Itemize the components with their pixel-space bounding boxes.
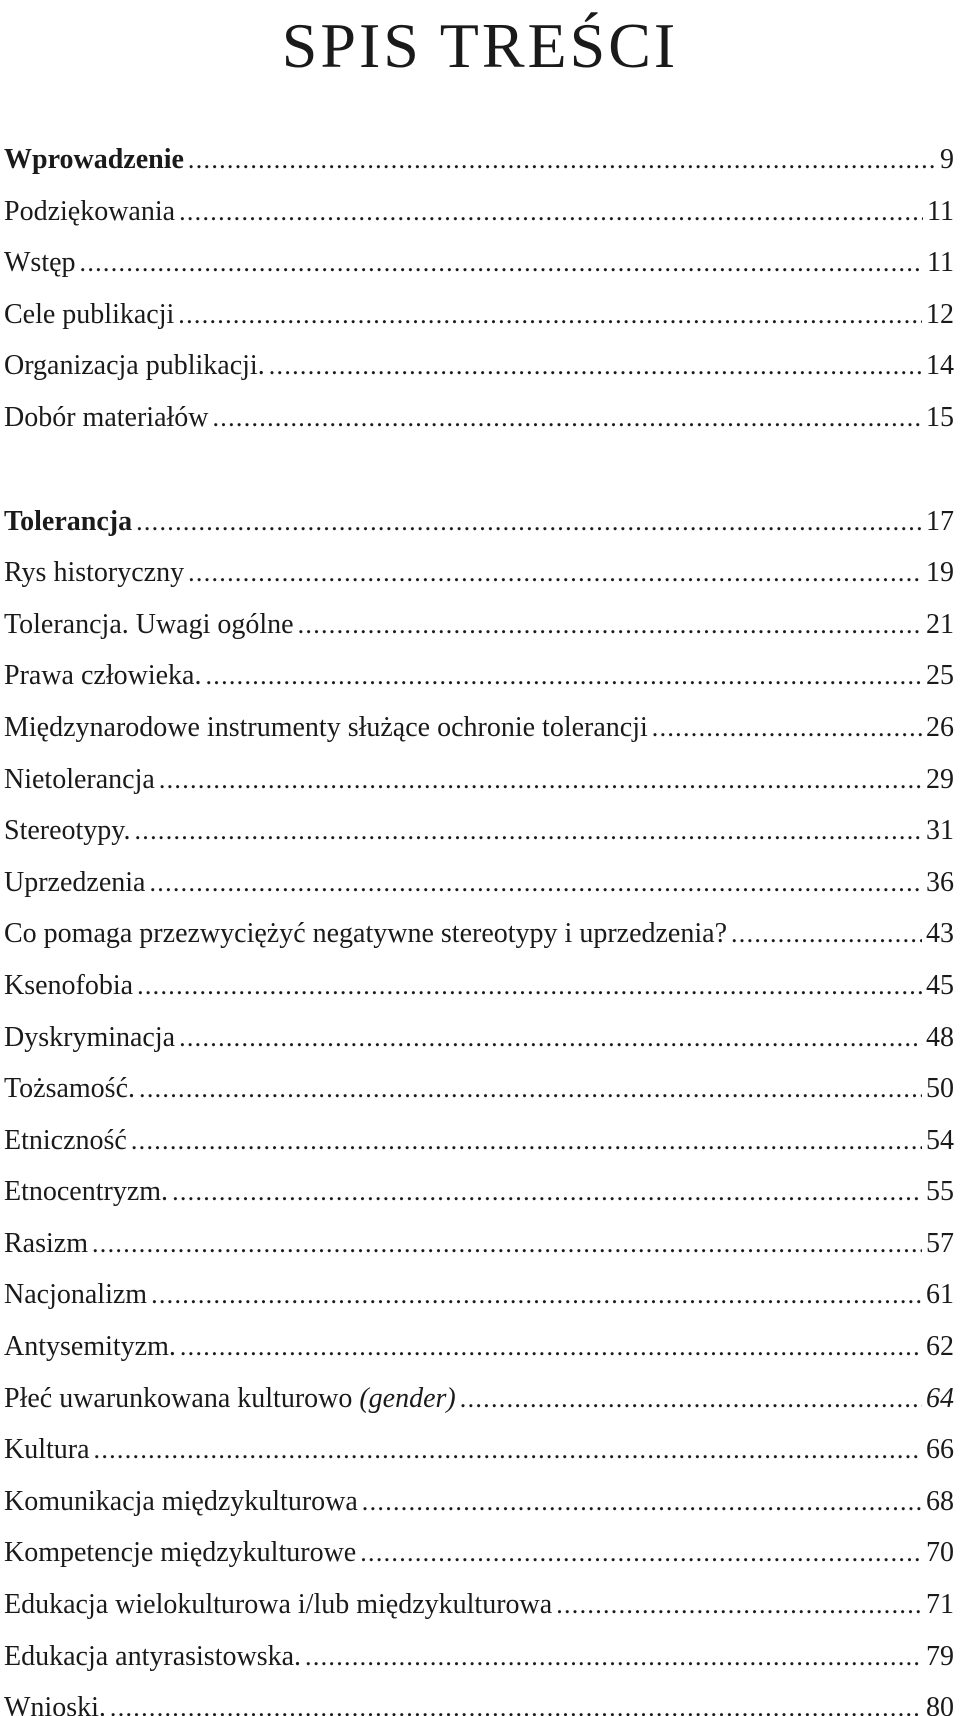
toc-entry-label xyxy=(4,960,133,1012)
toc-entry-label xyxy=(4,1476,358,1528)
dot-leader xyxy=(652,702,922,754)
toc-entry-label xyxy=(4,1373,456,1425)
toc-entry-label xyxy=(4,1166,168,1218)
toc-entry[interactable] xyxy=(4,1269,954,1321)
dot-leader xyxy=(137,960,922,1012)
toc-entry-label xyxy=(4,340,265,392)
toc-entry-page-number: 15 xyxy=(926,401,954,433)
dot-leader xyxy=(269,340,922,392)
toc-entry-label xyxy=(4,1527,356,1579)
toc-entry-label-text: Antysemityzm. xyxy=(4,1331,176,1363)
dot-leader xyxy=(136,496,922,548)
toc-entry-label xyxy=(4,1012,175,1064)
dot-leader xyxy=(188,547,922,599)
toc-entry[interactable] xyxy=(4,1115,954,1167)
toc-entry-label-text: Cele publikacji xyxy=(4,298,175,330)
toc-entry-label xyxy=(4,1115,127,1167)
toc-entry[interactable] xyxy=(4,1166,954,1218)
toc-entry[interactable] xyxy=(4,186,954,238)
toc-entry-label-text: Prawa człowieka. xyxy=(4,660,202,692)
toc-entry-label xyxy=(4,392,209,444)
toc-entry[interactable] xyxy=(4,340,954,392)
dot-leader xyxy=(149,857,922,909)
dot-leader xyxy=(179,186,923,238)
toc-entry-label-text: Dobór materiałów xyxy=(4,401,209,433)
toc-entry-page-number: 9 xyxy=(940,144,954,175)
dot-leader xyxy=(305,1631,922,1683)
dot-leader xyxy=(80,237,924,289)
toc-entry-label-text: Uprzedzenia xyxy=(4,866,146,898)
toc-entry[interactable] xyxy=(4,960,954,1012)
toc-entry-page-number: 19 xyxy=(926,557,954,589)
toc-entry[interactable] xyxy=(4,1063,954,1115)
toc-entry-label-text: Tożsamość. xyxy=(4,1073,136,1105)
toc-entry[interactable] xyxy=(4,908,954,960)
toc-entry-label-text: Edukacja antyrasistowska. xyxy=(4,1640,302,1672)
toc-entry-label-italic: (gender) xyxy=(359,1382,456,1414)
toc-entry-label-text: Co pomaga przezwyciężyć negatywne stereotypy i uprzedzenia? xyxy=(4,918,727,950)
toc-entry[interactable] xyxy=(4,1476,954,1528)
toc-entry-page-number: 54 xyxy=(926,1124,954,1156)
dot-leader xyxy=(188,134,936,186)
toc-entry-page-number: 48 xyxy=(926,1021,954,1053)
dot-leader xyxy=(205,650,922,702)
toc-entry[interactable] xyxy=(4,289,954,341)
toc-section xyxy=(4,134,954,444)
dot-leader xyxy=(298,599,922,651)
toc-entry-page-number: 11 xyxy=(927,195,954,227)
toc-entry-page-number: 71 xyxy=(926,1589,954,1621)
dot-leader xyxy=(731,908,922,960)
toc-entry-page-number: 36 xyxy=(926,866,954,898)
toc-entry-page-number: 26 xyxy=(926,711,954,743)
toc-entry[interactable] xyxy=(4,237,954,289)
toc-entry-label-text: Tolerancja xyxy=(4,505,133,537)
toc-entry[interactable] xyxy=(4,702,954,754)
dot-leader xyxy=(213,392,923,444)
dot-leader xyxy=(135,805,923,857)
toc-entry-page-number: 21 xyxy=(926,608,954,640)
toc-entry[interactable] xyxy=(4,1321,954,1373)
toc-entry-page-number: 50 xyxy=(926,1073,954,1105)
toc-entry[interactable] xyxy=(4,1579,954,1631)
toc-entry[interactable] xyxy=(4,1218,954,1270)
toc-entry-label-text: Dyskryminacja xyxy=(4,1021,176,1053)
toc-entry-page-number: 66 xyxy=(926,1434,954,1466)
toc-entry-label xyxy=(4,1682,106,1716)
dot-leader xyxy=(139,1063,922,1115)
toc-entry-page-number: 57 xyxy=(926,1227,954,1259)
toc-entry-label xyxy=(4,1631,301,1683)
toc-entry-label xyxy=(4,1269,147,1321)
dot-leader xyxy=(110,1682,922,1716)
toc-entry-label-text: Rys historyczny xyxy=(4,557,185,589)
toc-entry[interactable] xyxy=(4,754,954,806)
toc-entry-label xyxy=(4,908,727,960)
toc-entry-label xyxy=(4,1424,90,1476)
toc-entry-label xyxy=(4,805,131,857)
dot-leader xyxy=(179,1012,922,1064)
toc-entry-page-number: 43 xyxy=(926,918,954,950)
toc-entry-page-number: 62 xyxy=(926,1331,954,1363)
toc-entry-label xyxy=(4,134,184,186)
toc-entry-page-number: 61 xyxy=(926,1279,954,1311)
toc-entry-page-number: 11 xyxy=(927,247,954,279)
table-of-contents xyxy=(4,134,954,1716)
toc-entry-page-number: 25 xyxy=(926,660,954,692)
toc-entry-label-text: Tolerancja. Uwagi ogólne xyxy=(4,608,294,640)
toc-entry-label xyxy=(4,599,294,651)
toc-entry-label xyxy=(4,496,132,548)
toc-entry-label-text: Etniczność xyxy=(4,1124,127,1156)
toc-entry-page-number: 68 xyxy=(926,1485,954,1517)
toc-entry-label-text: Organizacja publikacji. xyxy=(4,350,265,382)
toc-entry-label-text: Płeć uwarunkowana kulturowo xyxy=(4,1382,360,1414)
toc-entry-label xyxy=(4,1063,135,1115)
toc-entry[interactable] xyxy=(4,599,954,651)
toc-entry-page-number: 14 xyxy=(926,350,954,382)
toc-entry-label xyxy=(4,754,155,806)
dot-leader xyxy=(92,1218,922,1270)
dot-leader xyxy=(556,1579,922,1631)
toc-entry[interactable] xyxy=(4,496,954,548)
toc-entry-page-number: 80 xyxy=(926,1692,954,1716)
toc-entry-label-text: Stereotypy. xyxy=(4,815,131,847)
toc-entry-label xyxy=(4,1579,552,1631)
toc-section xyxy=(4,496,954,1716)
toc-entry-label-text: Komunikacja międzykulturowa xyxy=(4,1485,358,1517)
toc-entry[interactable] xyxy=(4,1012,954,1064)
toc-entry[interactable] xyxy=(4,1631,954,1683)
toc-entry-label xyxy=(4,237,76,289)
toc-entry-label-text: Podziękowania xyxy=(4,195,176,227)
toc-entry-page-number: 29 xyxy=(926,763,954,795)
toc-entry-label-text: Nacjonalizm xyxy=(4,1279,148,1311)
dot-leader xyxy=(460,1373,922,1425)
toc-entry-label xyxy=(4,289,174,341)
toc-entry-label xyxy=(4,1218,88,1270)
toc-entry-label-text: Wprowadzenie xyxy=(4,144,184,175)
toc-entry[interactable] xyxy=(4,805,954,857)
toc-entry-page-number: 17 xyxy=(926,505,954,537)
toc-entry-label-text: Rasizm xyxy=(4,1227,88,1259)
toc-entry[interactable] xyxy=(4,1527,954,1579)
toc-entry-page-number: 55 xyxy=(926,1176,954,1208)
toc-entry-label-text: Edukacja wielokulturowa i/lub międzykulturowa xyxy=(4,1589,553,1621)
toc-entry-label xyxy=(4,702,648,754)
toc-entry-label-text: Wstęp xyxy=(4,247,76,279)
toc-entry[interactable] xyxy=(4,857,954,909)
toc-entry-label xyxy=(4,186,175,238)
toc-entry-label-text: Międzynarodowe instrumenty służące ochronie tolerancji xyxy=(4,711,648,743)
dot-leader xyxy=(131,1115,922,1167)
toc-entry[interactable] xyxy=(4,650,954,702)
toc-entry[interactable] xyxy=(4,1682,954,1716)
toc-entry-label-text: Wnioski. xyxy=(4,1692,106,1716)
toc-entry[interactable] xyxy=(4,1424,954,1476)
toc-entry[interactable] xyxy=(4,134,954,186)
toc-entry-page-number: 12 xyxy=(926,298,954,330)
dot-leader xyxy=(360,1527,922,1579)
toc-entry-page-number: 70 xyxy=(926,1537,954,1569)
page-title: SPIS TREŚCI xyxy=(281,10,679,81)
dot-leader xyxy=(180,1321,922,1373)
dot-leader xyxy=(178,289,922,341)
toc-entry-page-number: 31 xyxy=(926,815,954,847)
toc-entry-label xyxy=(4,547,184,599)
dot-leader xyxy=(159,754,922,806)
dot-leader xyxy=(94,1424,922,1476)
toc-entry[interactable] xyxy=(4,547,954,599)
toc-entry-page-number: 64 xyxy=(926,1382,954,1414)
toc-entry-label-text: Etnocentryzm. xyxy=(4,1176,169,1208)
toc-entry-label-text: Ksenofobia xyxy=(4,969,134,1001)
toc-entry[interactable] xyxy=(4,1373,954,1425)
toc-entry-label xyxy=(4,650,201,702)
toc-entry-label xyxy=(4,857,145,909)
dot-leader xyxy=(172,1166,922,1218)
toc-entry-label-text: Kultura xyxy=(4,1434,90,1466)
dot-leader xyxy=(151,1269,922,1321)
toc-entry[interactable] xyxy=(4,392,954,444)
toc-entry-label-text: Nietolerancja xyxy=(4,763,155,795)
toc-entry-page-number: 79 xyxy=(926,1640,954,1672)
toc-entry-page-number: 45 xyxy=(926,969,954,1001)
toc-entry-label xyxy=(4,1321,176,1373)
dot-leader xyxy=(362,1476,922,1528)
toc-entry-label-text: Kompetencje międzykulturowe xyxy=(4,1537,357,1569)
